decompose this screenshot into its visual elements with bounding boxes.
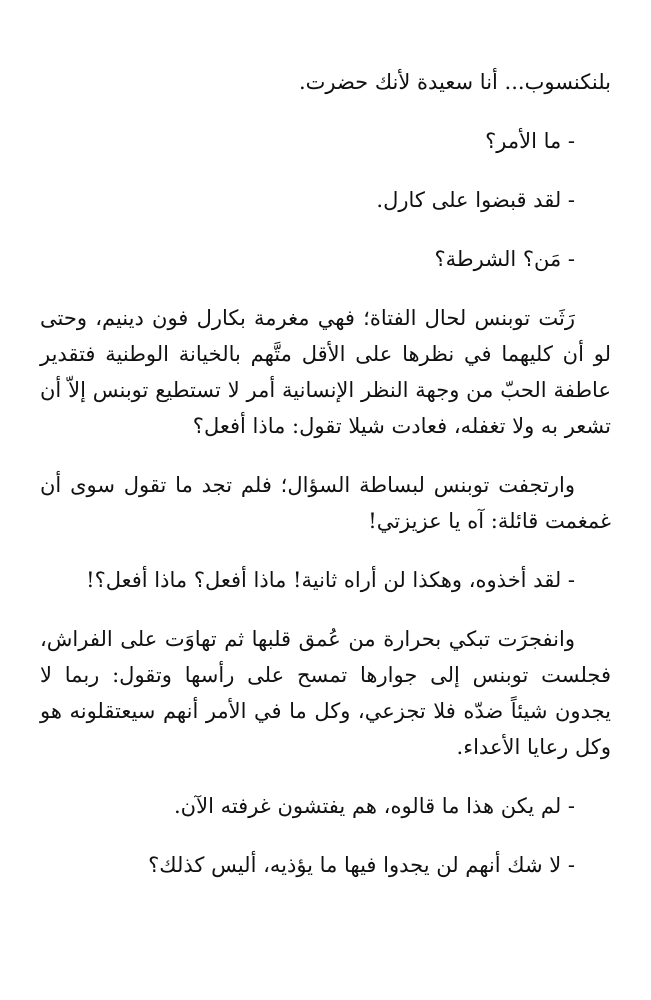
narrative-paragraph: وانفجرَت تبكي بحرارة من عُمق قلبها ثم تهاوَت على الفراش، فجلست توبنس إلى جوارها تمسح على رأسها وتقول: ربما لا يجدون شيئاً ضدّه فلا تجزعي، وكل ما في الأمر أنهم سيعتقلونه هو وكل رعايا الأعداء. [40, 627, 611, 759]
dialogue-line: - مَن؟ الشرطة؟ [434, 247, 575, 271]
dialogue-line: - ما الأمر؟ [485, 129, 575, 153]
dialogue-line: - لم يكن هذا ما قالوه، هم يفتشون غرفته الآن. [174, 794, 575, 818]
book-page [40, 64, 611, 883]
dialogue-line: - لا شك أنهم لن يجدوا فيها ما يؤذيه، أليس كذلك؟ [148, 853, 575, 877]
dialogue-line: - لقد أخذوه، وهكذا لن أراه ثانية! ماذا أفعل؟ ماذا أفعل؟! [86, 568, 575, 592]
narrative-paragraph: رَثَت توبنس لحال الفتاة؛ فهي مغرمة بكارل فون دينيم، وحتى لو أن كليهما في نظرها على الأقل متَّهم بالخيانة الوطنية فتقدير عاطفة الحبّ من وجهة النظر الإنسانية أمر لا تستطيع توبنس إلاّ أن تشعر به ولا تغفله، فعادت شيلا تقول: ماذا أفعل؟ [40, 306, 611, 438]
dialogue-line: - لقد قبضوا على كارل. [376, 188, 575, 212]
narrative-paragraph: وارتجفت توبنس لبساطة السؤال؛ فلم تجد ما تقول سوى أن غمغمت قائلة: آه يا عزيزتي! [40, 473, 611, 533]
paragraph-opening-line: بلنكنسوب... أنا سعيدة لأنك حضرت. [298, 70, 611, 94]
